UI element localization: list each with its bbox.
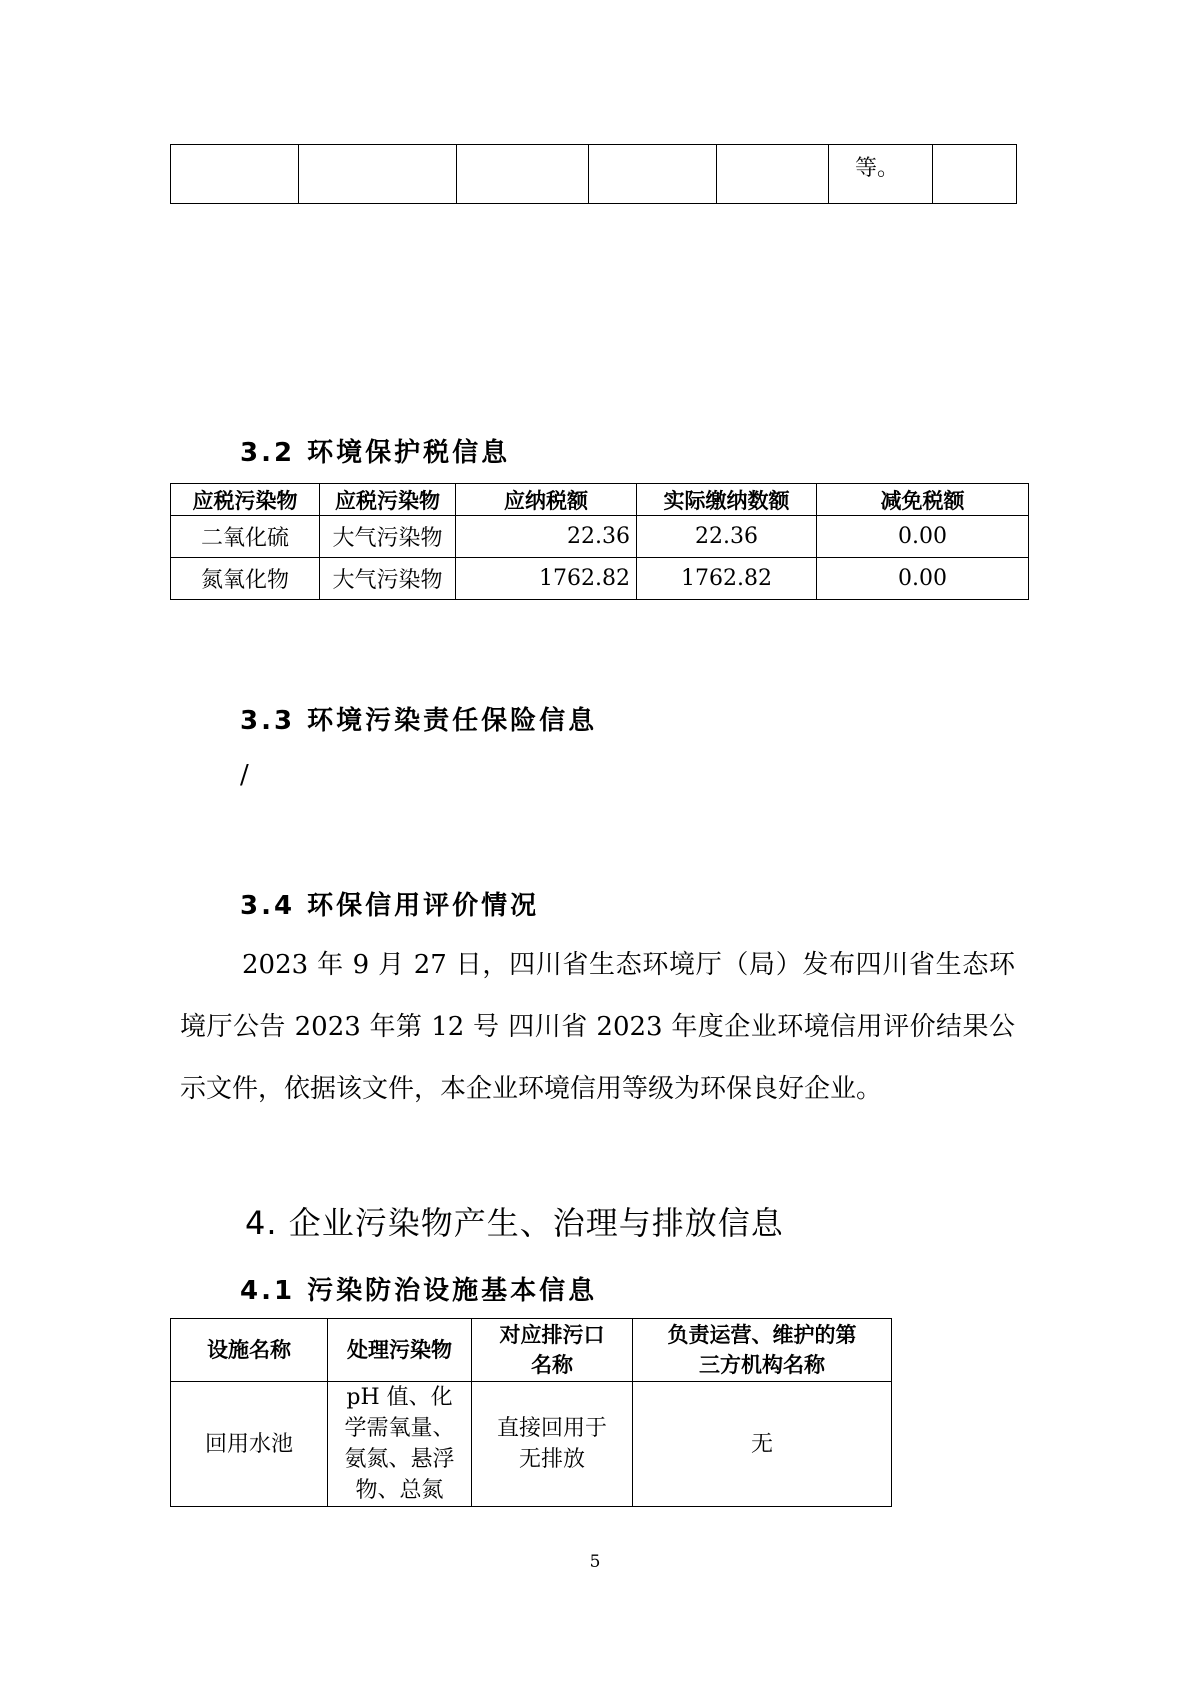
treated-pollutants: pH 值、化学需氧量、氨氮、悬浮物、总氮 [328, 1382, 472, 1507]
pollutant-name: 二氧化硫 [171, 516, 320, 558]
insurance-content: / [240, 760, 249, 790]
table-row [171, 558, 1029, 600]
pollutant-category: 大气污染物 [320, 516, 456, 558]
credit-evaluation-paragraph: 2023 年 9 月 27 日，四川省生态环境厅（局）发布四川省生态环境厅公告 2023 年第 12 号 四川省 2023 年度企业环境信用评价结果公示文件，依据该文件，本企业环境信用等级为环保良好企业。 [180, 950, 1015, 1104]
column-header: 设施名称 [171, 1319, 328, 1382]
table-cell [933, 145, 1017, 204]
table-cell [299, 145, 457, 204]
discharge-outlet: 直接回用于无排放 [472, 1382, 633, 1507]
table-header-row [171, 1319, 892, 1382]
column-header: 应税污染物 [171, 484, 320, 516]
tax-payable: 22.36 [456, 516, 637, 558]
section-heading-4: 4. 企业污染物产生、治理与排放信息 [245, 1204, 784, 1242]
table-cell: 等。 [829, 145, 933, 204]
table-row [171, 516, 1029, 558]
column-header: 对应排污口名称 [472, 1319, 633, 1382]
table-row [171, 1382, 892, 1507]
tax-paid: 22.36 [637, 516, 817, 558]
section-heading-4-1: 4.1 污染防治设施基本信息 [240, 1276, 598, 1306]
table-row [171, 145, 1017, 204]
tax-exemption: 0.00 [817, 558, 1029, 600]
column-header: 应税污染物 [320, 484, 456, 516]
pollutant-category: 大气污染物 [320, 558, 456, 600]
pollutant-name: 氮氧化物 [171, 558, 320, 600]
section-heading-3-4: 3.4 环保信用评价情况 [240, 891, 540, 921]
table-cell [589, 145, 717, 204]
tax-paid: 1762.82 [637, 558, 817, 600]
page-number: 5 [589, 1552, 601, 1572]
tax-payable: 1762.82 [456, 558, 637, 600]
third-party-operator: 无 [633, 1382, 892, 1507]
continuation-table [170, 144, 1017, 204]
column-header: 应纳税额 [456, 484, 637, 516]
environmental-tax-table [170, 483, 1029, 600]
facility-name: 回用水池 [171, 1382, 328, 1507]
section-heading-3-3: 3.3 环境污染责任保险信息 [240, 706, 598, 736]
column-header: 负责运营、维护的第三方机构名称 [633, 1319, 892, 1382]
table-cell [457, 145, 589, 204]
table-cell [717, 145, 829, 204]
column-header: 减免税额 [817, 484, 1029, 516]
column-header: 处理污染物 [328, 1319, 472, 1382]
table-cell [171, 145, 299, 204]
pollution-facility-table [170, 1318, 892, 1507]
table-header-row [171, 484, 1029, 516]
column-header: 实际缴纳数额 [637, 484, 817, 516]
tax-exemption: 0.00 [817, 516, 1029, 558]
section-heading-3-2: 3.2 环境保护税信息 [240, 438, 511, 468]
